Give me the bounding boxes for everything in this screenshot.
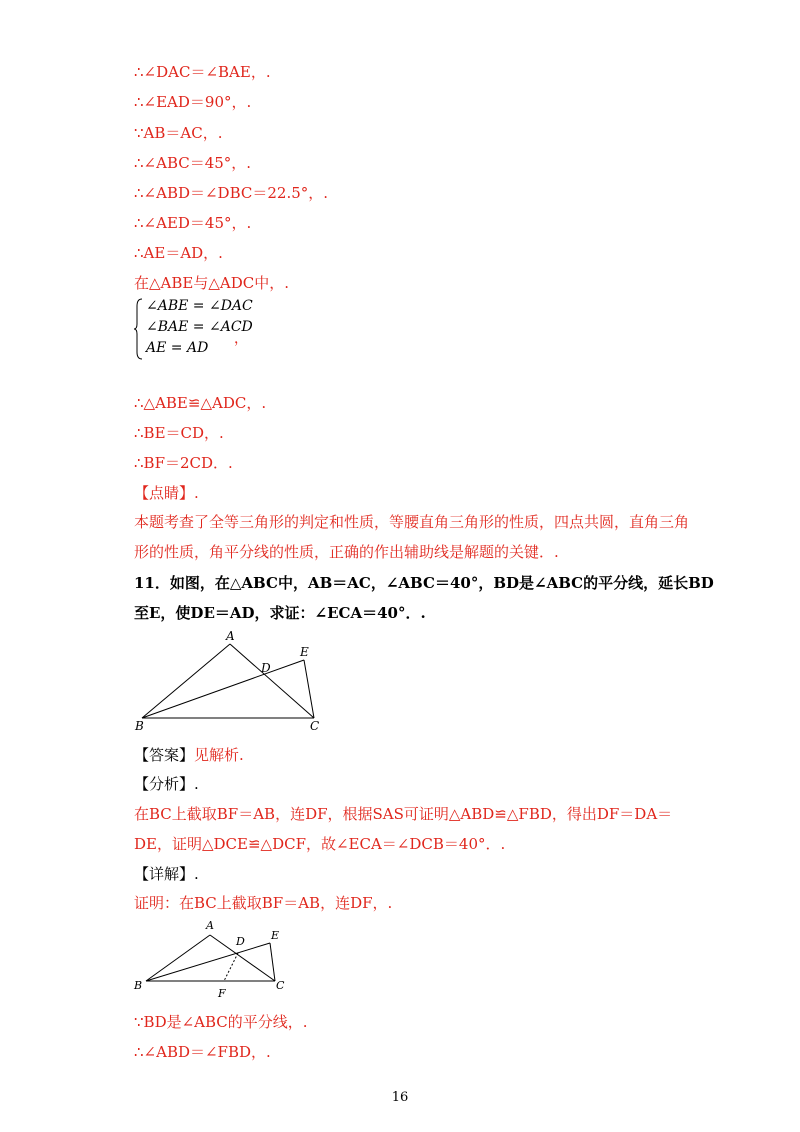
proof-line: ∴∠AED＝45°，. xyxy=(134,214,252,232)
analysis-tag: 【分析】. xyxy=(134,775,199,793)
system-row: AE = AD xyxy=(146,340,209,356)
segment-be xyxy=(146,943,270,981)
proof-line: 在△ABE与△ADC中，. xyxy=(134,274,289,292)
label-b: B xyxy=(135,719,144,733)
system-row: ∠BAE = ∠ACD xyxy=(146,319,253,335)
label-b: B xyxy=(134,979,143,992)
figure-triangle-2 xyxy=(132,915,302,1005)
system-row: ∠ABE = ∠DAC xyxy=(146,298,253,314)
label-c: C xyxy=(276,979,285,992)
proof-line: 证明：在BC上截取BF＝AB，连DF，. xyxy=(134,894,393,912)
question-11: 11．如图，在△ABC中，AB＝AC，∠ABC＝40°，BD是∠ABC的平分线，延长BD xyxy=(134,574,714,592)
figure-triangle-1 xyxy=(134,626,334,738)
segment-ec xyxy=(304,660,314,718)
page-number: 16 xyxy=(391,1090,409,1105)
proof-line: ∴AE＝AD，. xyxy=(134,244,223,262)
comment-text: 形的性质，角平分线的性质，正确的作出辅助线是解题的关键．. xyxy=(134,543,559,561)
analysis-text: 在BC上截取BF＝AB，连DF，根据SAS可证明△ABD≌△FBD，得出DF＝DA＝ xyxy=(134,805,673,823)
segment-ab xyxy=(146,935,210,981)
proof-line: ∴∠ABC＝45°，. xyxy=(134,154,252,172)
equation-system xyxy=(134,298,274,368)
label-c: C xyxy=(310,719,320,733)
proof-line: ∴∠ABD＝∠FBD，. xyxy=(134,1043,271,1061)
proof-line: ∴∠EAD＝90°，. xyxy=(134,93,252,111)
answer-text: 见解析. xyxy=(194,746,244,764)
proof-line: ∴∠ABD＝∠DBC＝22.5°，. xyxy=(134,184,329,202)
label-d: D xyxy=(261,661,271,675)
label-a: A xyxy=(206,919,214,932)
proof-line: ∴△ABE≌△ADC，. xyxy=(134,394,267,412)
segment-df-dashed xyxy=(224,953,238,981)
label-a: A xyxy=(226,629,235,643)
label-f: F xyxy=(218,987,226,1000)
label-d: D xyxy=(236,935,245,948)
answer-tag: 【答案】 xyxy=(134,746,195,764)
label-e: E xyxy=(300,645,309,659)
proof-line: ∴BE＝CD，. xyxy=(134,424,224,442)
proof-line: ∴BF＝2CD．. xyxy=(134,454,233,472)
detail-tag: 【详解】. xyxy=(134,865,199,883)
label-e: E xyxy=(271,929,280,942)
proof-line: ∴∠DAC＝∠BAE，. xyxy=(134,63,271,81)
system-tail: ， xyxy=(234,331,248,347)
proof-line: ∵BD是∠ABC的平分线，. xyxy=(134,1013,308,1031)
proof-line: ∵AB＝AC，. xyxy=(134,124,223,142)
segment-ab xyxy=(142,644,230,718)
brace-icon xyxy=(134,298,144,360)
question-11: 至E，使DE＝AD，求证：∠ECA＝40°．. xyxy=(134,604,426,622)
segment-ec xyxy=(270,943,275,981)
segment-be xyxy=(142,660,304,718)
comment-tag: 【点睛】. xyxy=(134,484,199,502)
comment-text: 本题考查了全等三角形的判定和性质，等腰直角三角形的性质，四点共圆，直角三角 xyxy=(134,513,690,531)
answer-line xyxy=(134,745,244,765)
analysis-text: DE，证明△DCE≌△DCF，故∠ECA＝∠DCB＝40°．. xyxy=(134,835,506,853)
